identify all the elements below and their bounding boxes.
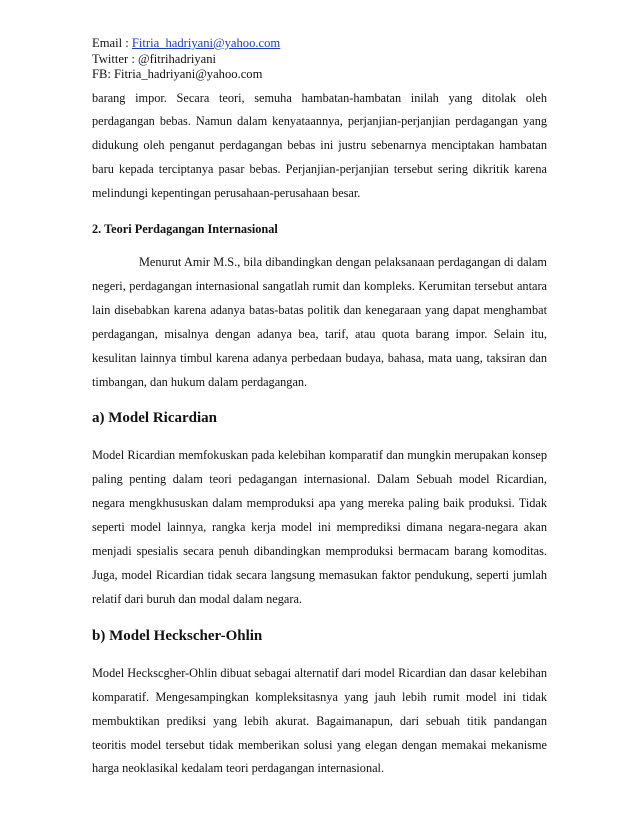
facebook-line: FB: Fitria_hadriyani@yahoo.com [92,67,263,81]
heading-model-ricardian: a) Model Ricardian [92,410,217,427]
email-label: Email : [92,36,132,50]
contact-header [92,36,547,83]
intro-paragraph: barang impor. Secara teori, semuha hambatan-hambatan inilah yang ditolak oleh perdagangan bebas. Namun dalam kenyataannya, perjanjian-perjanjian perdagangan yang didukung oleh penganut perdagangan bebas ini justru sebenarnya menciptakan hambatan baru kepada terciptanya pasar bebas. Perjanjian-perjanjian tersebut sering dikritik karena melindungi kepentingan perusahaan-perusahaan besar. [92,90,547,201]
section-paragraph-teori-perdagangan: Menurut Amir M.S., bila dibandingkan dengan pelaksanaan perdagangan di dalam negeri, perdagangan internasional sangatlah rumit dan kompleks. Kerumitan tersebut antara lain disebabkan karena adanya batas-batas politik dan kenegaraan yang dapat menghambat perdagangan, misalnya dengan adanya bea, tarif, atau quota barang impor. Selain itu, kesulitan lainnya timbul karena adanya perbedaan budaya, bahasa, mata uang, taksiran dan timbangan, dan hukum dalam perdagangan. [92,255,547,389]
paragraph-model-heckscher-ohlin: Model Heckscgher-Ohlin dibuat sebagai alternatif dari model Ricardian dan dasar kelebihan komparatif. Mengesampingkan kompleksitasnya yang jauh lebih rumit model ini tidak membuktikan prediksi yang lebih akurat. Bagaimanapun, dari sebuah titik pandangan teoritis model tersebut tidak memberikan solusi yang elegan dengan memakai mekanisme harga neoklasikal kedalam teori perdagangan internasional. [92,665,547,776]
section-heading-teori-perdagangan: 2. Teori Perdagangan Internasional [92,222,278,237]
email-line [92,36,547,52]
paragraph-model-ricardian: Model Ricardian memfokuskan pada kelebihan komparatif dan mungkin merupakan konsep paling penting dalam teori pedagangan internasional. Dalam Sebuah model Ricardian, negara mengkhususkan dalam memproduksi apa yang mereka paling baik produksi. Tidak seperti model lainnya, rangka kerja model ini memprediksi dimana negara-negara akan menjadi spesialis secara penuh dibandingkan memproduksi bermacam barang komoditas. Juga, model Ricardian tidak secara langsung memasukan faktor pendukung, seperti jumlah relatif dari buruh dan modal dalam negara. [92,448,547,606]
email-link[interactable]: Fitria_hadriyani@yahoo.com [131,36,281,50]
twitter-line: Twitter : @fitrihadriyani [92,51,217,66]
heading-model-heckscher-ohlin: b) Model Heckscher-Ohlin [92,627,263,644]
document-page [92,36,547,781]
